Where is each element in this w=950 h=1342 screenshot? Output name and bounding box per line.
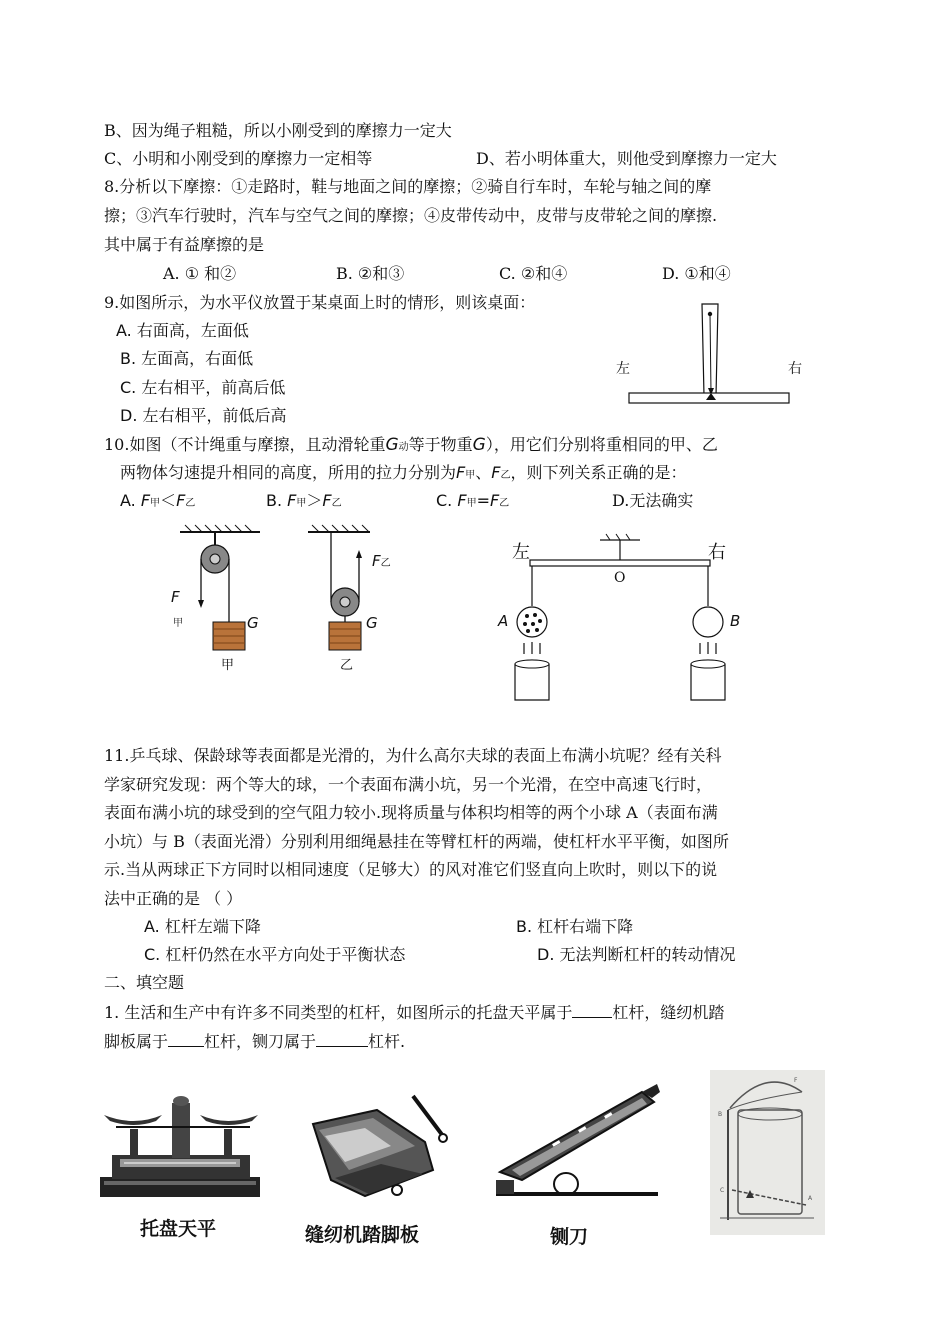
lever-right-label: 右 xyxy=(708,542,726,563)
q11-stem-line3: 表面布满小坑的球受到的空气阻力较小.现将质量与体积均相等的两个小球 A（表面布满 xyxy=(104,803,718,822)
q10-option-b: B. F甲＞F乙 xyxy=(266,491,342,510)
q11-option-a: A. 杠杆左端下降 xyxy=(144,917,261,936)
q10-option-c: C. F甲=F乙 xyxy=(436,491,510,510)
q11-option-d: D. 无法判断杠杆的转动情况 xyxy=(537,945,736,964)
svg-text:C: C xyxy=(720,1187,725,1194)
q8-option-b: B. ②和③ xyxy=(336,264,405,283)
q8-option-d: D. ①和④ xyxy=(662,264,731,283)
caption-sewing-pedal: 缝纫机踏脚板 xyxy=(305,1224,420,1246)
section-title-fill-in: 二、填空题 xyxy=(104,973,185,992)
pulley-jia-force-sub: 甲 xyxy=(173,618,183,629)
q11-option-c: C. 杠杆仍然在水平方向处于平衡状态 xyxy=(144,945,406,964)
q9-option-d: D. 左右相平，前低后高 xyxy=(120,406,287,425)
q10-option-a: A. F甲＜F乙 xyxy=(120,491,196,510)
pulley-yi-force-label: F乙 xyxy=(372,552,391,570)
q8-stem-line1: 8.分析以下摩擦：①走路时，鞋与地面之间的摩擦；②骑自行车时，车轮与轴之间的摩 xyxy=(104,177,712,196)
level-right-label: 右 xyxy=(788,361,802,377)
pulley-jia-weight-label: G xyxy=(247,614,259,632)
pulley-yi-caption: 乙 xyxy=(340,658,354,673)
lever-balls-figure xyxy=(490,528,770,706)
q11-stem-line4: 小坑）与 B（表面光滑）分别利用细绳悬挂在等臂杠杆的两端，使杠杆水平平衡，如图所 xyxy=(104,832,729,851)
pulley-figure-yi xyxy=(300,522,410,677)
q11-stem-line6: 法中正确的是 （ ） xyxy=(104,889,243,908)
ball-b-label: B xyxy=(730,612,741,630)
trash-bin-lever-image xyxy=(710,1070,825,1235)
sewing-pedal-image xyxy=(305,1090,465,1205)
level-left-label: 左 xyxy=(616,361,630,377)
level-gauge-figure xyxy=(610,296,810,416)
pulley-yi-weight-label: G xyxy=(366,614,378,632)
q9-stem: 9.如图所示，为水平仪放置于某桌面上时的情形，则该桌面： xyxy=(104,293,536,312)
q11-stem-line5: 示.当从两球正下方同时以相同速度（足够大）的风对准它们竖直向上吹时，则以下的说 xyxy=(104,860,718,879)
svg-text:A: A xyxy=(808,1195,813,1202)
q7-option-b: B、因为绳子粗糙，所以小刚受到的摩擦力一定大 xyxy=(104,121,452,140)
svg-text:B: B xyxy=(718,1111,723,1118)
q11-stem-line2: 学家研究发现：两个等大的球，一个表面布满小坑，另一个光滑，在空中高速飞行时， xyxy=(104,775,713,794)
q9-option-c: C. 左右相平，前高后低 xyxy=(120,378,286,397)
q8-stem-line2: 擦；③汽车行驶时，汽车与空气之间的摩擦；④皮带传动中，皮带与皮带轮之间的摩擦. xyxy=(104,206,718,225)
pulley-jia-caption: 甲 xyxy=(221,658,235,673)
svg-text:F: F xyxy=(794,1077,798,1084)
blank-1[interactable] xyxy=(572,1001,612,1018)
pulley-jia-force-label: F xyxy=(171,588,180,606)
q10-stem-line1: 10.如图（不计绳重与摩擦，且动滑轮重G动等于物重G），用它们分别将重相同的甲、乙 xyxy=(104,435,718,455)
caption-chopper: 铡刀 xyxy=(550,1226,589,1248)
chopper-image xyxy=(492,1080,662,1205)
blank-2[interactable] xyxy=(168,1030,204,1047)
q11-option-b: B. 杠杆右端下降 xyxy=(516,917,634,936)
blank-3[interactable] xyxy=(316,1030,368,1047)
q11-stem-line1: 11.乒乓球、保龄球等表面都是光滑的，为什么高尔夫球的表面上布满小坑呢？经有关科 xyxy=(104,746,722,765)
caption-tray-balance: 托盘天平 xyxy=(140,1218,217,1240)
q9-option-b: B. 左面高，右面低 xyxy=(120,349,254,368)
q8-option-c: C. ②和④ xyxy=(499,264,568,283)
q7-option-c: C、小明和小刚受到的摩擦力一定相等 xyxy=(104,149,373,168)
q10-option-d: D.无法确实 xyxy=(612,491,694,510)
pulley-figure-jia xyxy=(165,522,275,677)
lever-pivot-label: O xyxy=(614,570,626,586)
q8-stem-line3: 其中属于有益摩擦的是 xyxy=(104,235,265,254)
q10-stem-line2: 两物体匀速提升相同的高度，所用的拉力分别为F甲、F乙，则下列关系正确的是： xyxy=(120,463,687,482)
q8-option-a: A. ① 和② xyxy=(163,264,237,283)
fill-q1-line2: 脚板属于 杠杆，铡刀属于 杠杆. xyxy=(104,1032,406,1051)
tray-balance-image xyxy=(100,1085,265,1200)
lever-left-label: 左 xyxy=(512,542,530,563)
q7-option-d: D、若小明体重大，则他受到摩擦力一定大 xyxy=(476,149,777,168)
ball-a-label: A xyxy=(498,612,509,630)
fill-q1-line1: 1. 生活和生产中有许多不同类型的杠杆，如图所示的托盘天平属于 杠杆，缝纫机踏 xyxy=(104,1003,725,1022)
q9-option-a: A. 右面高，左面低 xyxy=(116,321,249,340)
